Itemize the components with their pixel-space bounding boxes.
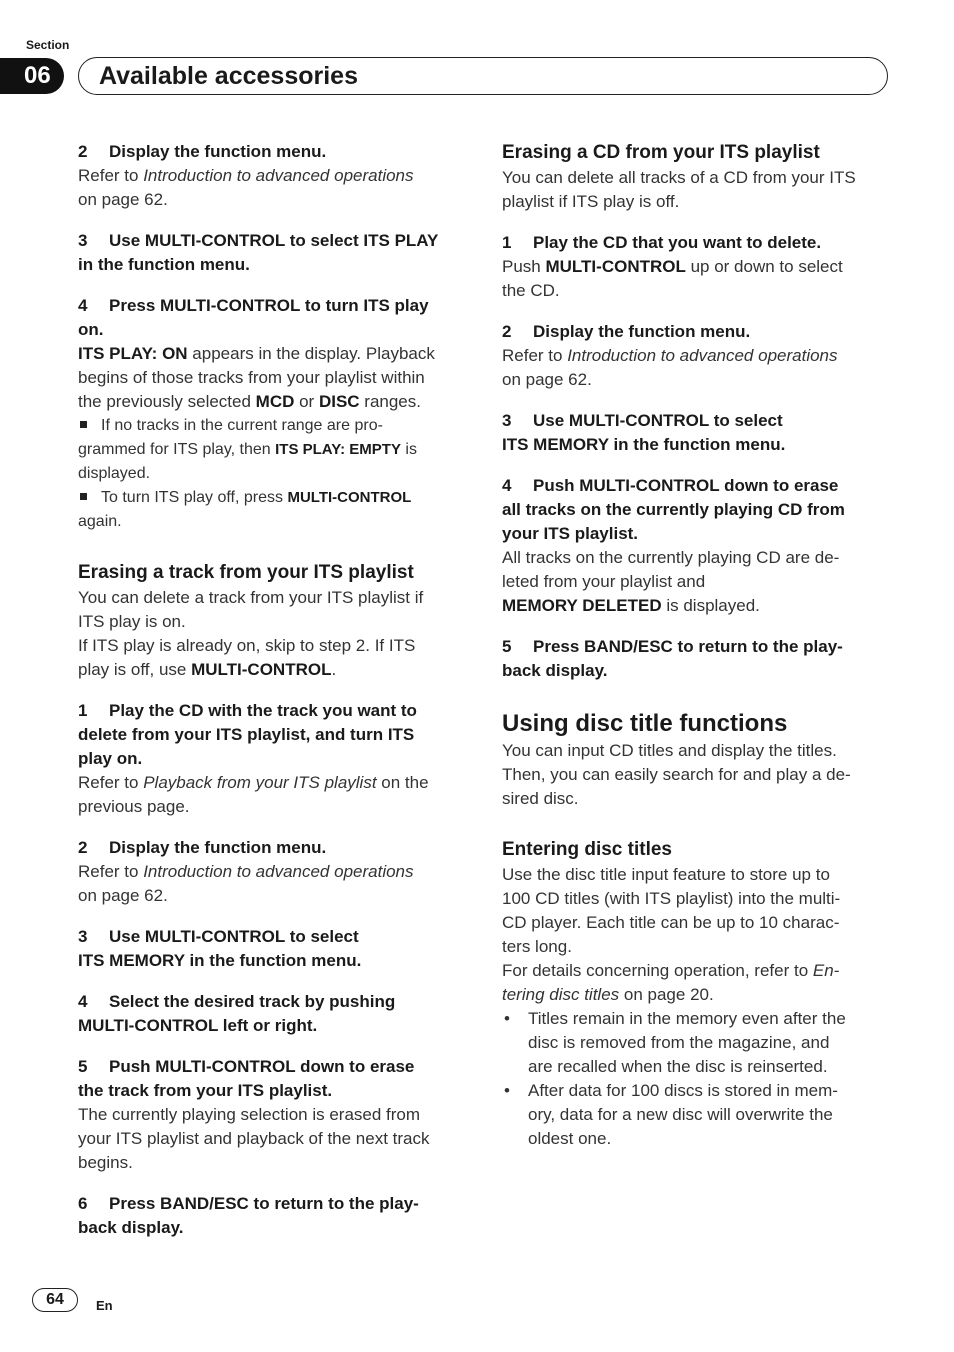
track-step-5-text: The currently playing selection is erased from your ITS playlist and playback of the next track begins.: [78, 1105, 430, 1172]
cd-step-4-heading: 4 Push MULTI-CONTROL down to erase all tracks on the currently playing CD from your ITS playlist.: [502, 476, 845, 543]
bullet-icon: •: [504, 1009, 510, 1028]
section-number-badge: 06: [0, 58, 64, 94]
section-label: Section: [26, 38, 70, 52]
step-4-text: ITS PLAY: ON appears in the display. Playback begins of those tracks from your playlist within the previously selected MCD or DISC ranges.: [78, 344, 435, 411]
left-column: [78, 140, 468, 1240]
track-step-1-heading: 1 Play the CD with the track you want to delete from your ITS playlist, and turn ITS play on.: [78, 701, 417, 768]
step-2-text: Refer to Introduction to advanced operations on page 62.: [78, 166, 414, 209]
step-2-heading: 2 Display the function menu.: [78, 142, 327, 161]
heading-disc-title-functions: Using disc title functions: [502, 710, 788, 737]
track-step-5-heading: 5 Push MULTI-CONTROL down to erase the track from your ITS playlist.: [78, 1057, 415, 1100]
note-turn-off: To turn ITS play off, press MULTI-CONTROL again.: [78, 489, 412, 530]
track-step-3-heading: 3 Use MULTI-CONTROL to select ITS MEMORY in the function menu.: [78, 927, 362, 970]
cd-step-4-text: All tracks on the currently playing CD are de- leted from your playlist and MEMORY DELETED is displayed.: [502, 548, 840, 615]
language-label: En: [96, 1298, 113, 1313]
entering-intro: Use the disc title input feature to store up to 100 CD titles (with ITS playlist) into the multi- CD player. Each title can be up to 10 charac- ters long. For details concerning operation, refer to En- tering disc titles on page 20.: [502, 865, 841, 1004]
cd-step-2-heading: 2 Display the function menu.: [502, 322, 751, 341]
bullet-titles-remain: • Titles remain in the memory even after the disc is removed from the magazine, and are recalled when the disc is reinserted.: [504, 1009, 846, 1076]
bullet-icon: •: [504, 1081, 510, 1100]
note-square-icon: [80, 493, 87, 500]
note-no-tracks: If no tracks in the current range are pro- grammed for ITS play, then ITS PLAY: EMPTY is displayed.: [78, 417, 417, 482]
bullet-overwrite: • After data for 100 discs is stored in mem- ory, data for a new disc will overwrite the oldest one.: [504, 1081, 838, 1148]
cd-step-2-text: Refer to Introduction to advanced operations on page 62.: [502, 346, 838, 389]
track-step-4-heading: 4 Select the desired track by pushing MULTI-CONTROL left or right.: [78, 992, 396, 1035]
cd-step-3-heading: 3 Use MULTI-CONTROL to select ITS MEMORY in the function menu.: [502, 411, 786, 454]
disc-title-intro: You can input CD titles and display the titles. Then, you can easily search for and play a de- sired disc.: [502, 741, 851, 808]
erase-track-intro: You can delete a track from your ITS playlist if ITS play is on. If ITS play is already on, skip to step 2. If ITS play is off, use MULTI-CONTROL.: [78, 588, 424, 679]
cd-step-1-heading: 1 Play the CD that you want to delete.: [502, 233, 822, 252]
track-step-1-text: Refer to Playback from your ITS playlist on the previous page.: [78, 773, 429, 816]
track-step-2-heading: 2 Display the function menu.: [78, 838, 327, 857]
track-step-2-text: Refer to Introduction to advanced operations on page 62.: [78, 862, 414, 905]
step-4-heading: 4 Press MULTI-CONTROL to turn ITS play on.: [78, 296, 429, 339]
title-bar: [78, 57, 888, 95]
heading-entering-disc-titles: Entering disc titles: [502, 839, 672, 860]
page-title: Available accessories: [99, 62, 358, 90]
note-square-icon: [80, 421, 87, 428]
heading-erase-cd: Erasing a CD from your ITS playlist: [502, 142, 820, 163]
right-column: [502, 140, 886, 1151]
cd-step-1-text: Push MULTI-CONTROL up or down to select the CD.: [502, 257, 843, 300]
page-number: 64: [32, 1288, 78, 1312]
heading-erase-track: Erasing a track from your ITS playlist: [78, 562, 414, 583]
track-step-6-heading: 6 Press BAND/ESC to return to the play- back display.: [78, 1194, 419, 1237]
cd-step-5-heading: 5 Press BAND/ESC to return to the play- back display.: [502, 637, 843, 680]
step-3-heading: 3 Use MULTI-CONTROL to select ITS PLAY in the function menu.: [78, 231, 439, 274]
erase-cd-intro: You can delete all tracks of a CD from your ITS playlist if ITS play is off.: [502, 168, 856, 211]
